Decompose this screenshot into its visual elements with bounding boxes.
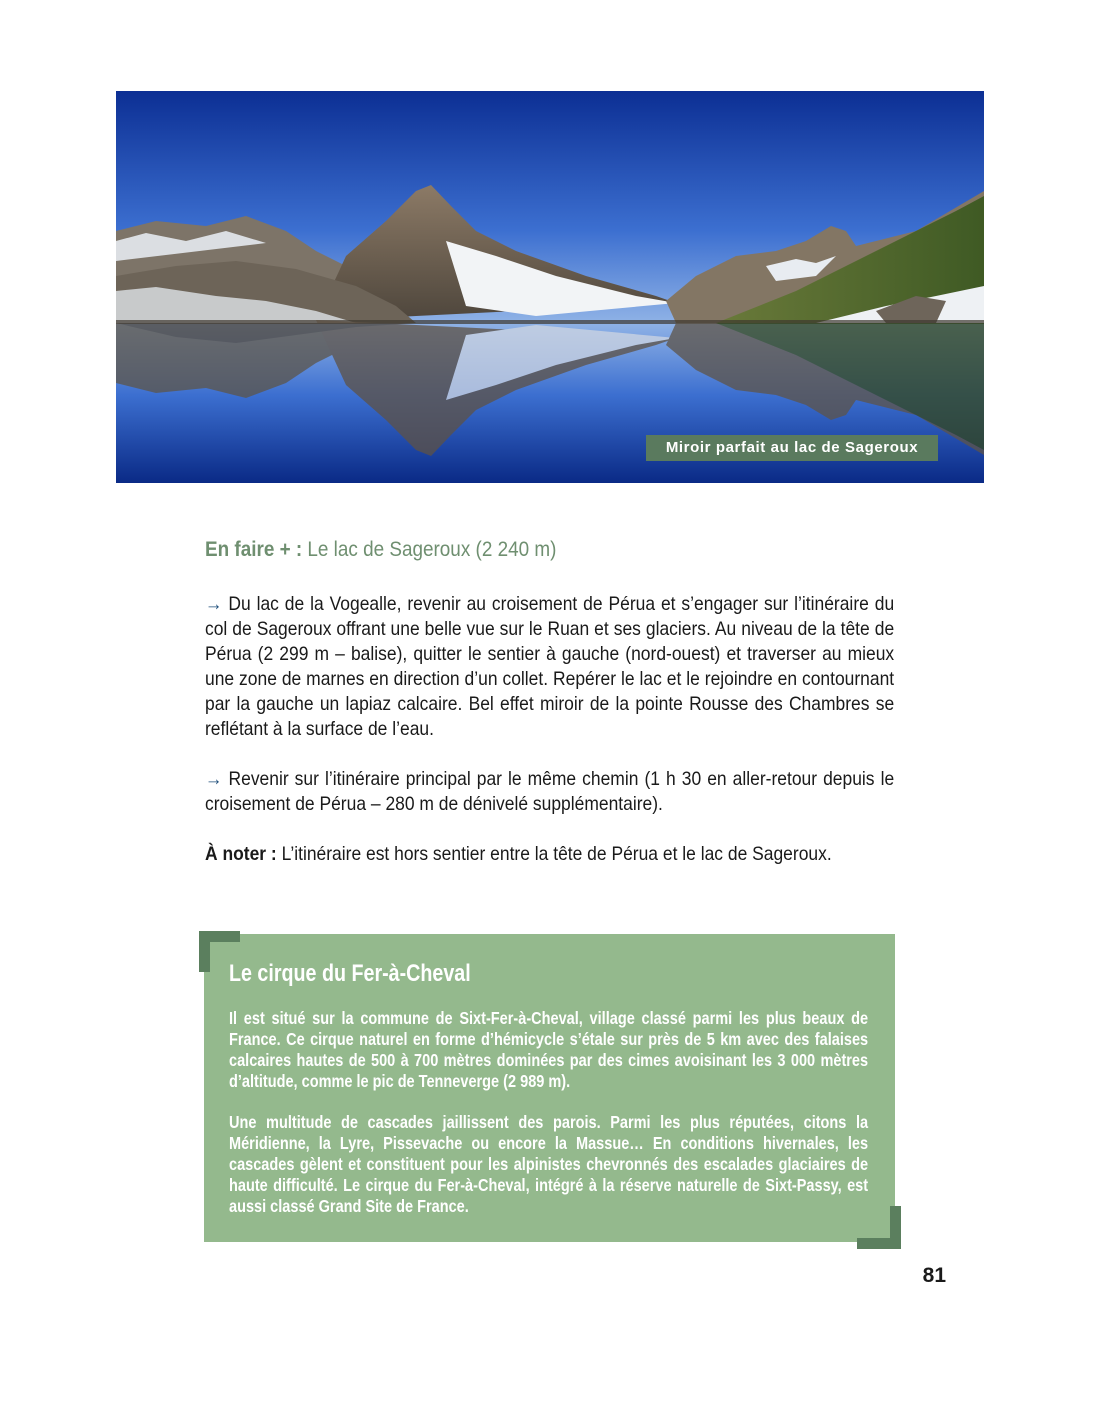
paragraph-note xyxy=(205,842,894,867)
paragraph-route-detail xyxy=(205,592,894,742)
info-box-paragraph: Une multitude de cascades jaillissent des parois. Parmi les plus réputées, citons la Méridienne, la Lyre, Pissevache ou encore la Massue… En conditions hivernales, les cascades gèlent et constituent pour les alpinistes chevronnés des escalades glaciaires de haute difficulté. Le cirque du Fer-à-Cheval, intégré à la réserve naturelle de Sixt-Passy, est aussi classé Grand Site de France. xyxy=(229,1112,869,1216)
corner-bracket-bottom-right xyxy=(890,1206,901,1249)
page-number: 81 xyxy=(922,1264,946,1287)
note-text: L’itinéraire est hors sentier entre la tête de Pérua et le lac de Sageroux. xyxy=(276,843,832,865)
paragraph-route-detail-text: Du lac de la Vogealle, revenir au croisement de Pérua et s’engager sur l’itinéraire du col de Sageroux offrant une belle vue sur le Ruan et ses glaciers. Au niveau de la tête de Pérua (2 299 m – balise), quitter le sentier à gauche (nord-ouest) et traverser au mieux une zone de marnes en direction d’un collet. Repérer le lac et le rejoindre en contournant par la gauche un lapiaz calcaire. Bel effet miroir de la pointe Rousse des Chambres se reflétant à la surface de l’eau. xyxy=(205,593,895,740)
arrow-right-icon: → xyxy=(205,593,223,615)
section-heading-title: Le lac de Sageroux (2 240 m) xyxy=(302,538,557,561)
info-box-paragraph: Il est situé sur la commune de Sixt-Fer-à-Cheval, village classé parmi les plus beaux de France. Ce cirque naturel en forme d’hémicycle s’étale sur près de 5 km avec des falaises calcaires hautes de 500 à 700 mètres dominées par des cimes avoisinant les 3 000 mètres d’altitude, comme le pic de Tenneverge (2 989 m). xyxy=(229,1008,869,1091)
info-box-title: Le cirque du Fer-à-Cheval xyxy=(229,960,471,987)
paragraph-return xyxy=(205,767,894,817)
lake-photo-illustration xyxy=(116,91,984,483)
lake-photo xyxy=(116,91,984,483)
photo-caption: Miroir parfait au lac de Sageroux xyxy=(646,435,938,461)
corner-bracket-top-left xyxy=(199,931,210,972)
arrow-right-icon: → xyxy=(205,768,223,790)
paragraph-return-text: Revenir sur l’itinéraire principal par le même chemin (1 h 30 en aller-retour depuis le croisement de Pérua – 280 m de dénivelé supplémentaire). xyxy=(205,768,895,815)
section-heading-lead: En faire + : xyxy=(205,538,303,561)
note-label: À noter : xyxy=(205,843,277,865)
section-heading xyxy=(205,538,835,562)
